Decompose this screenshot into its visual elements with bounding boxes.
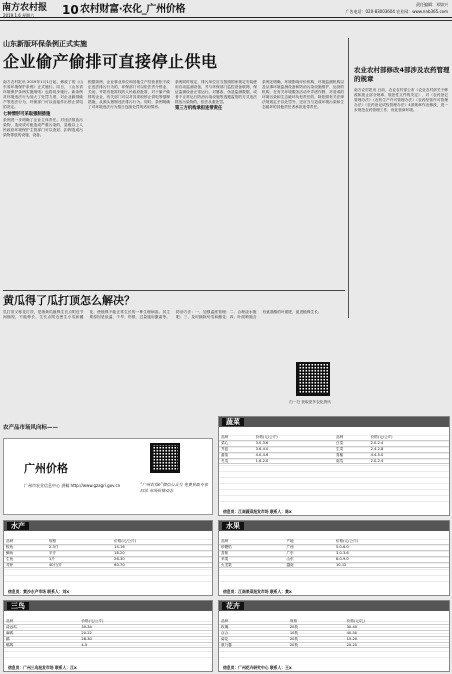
col-header: 品种 (219, 619, 288, 625)
article-headline: 企业偷产偷排可直接停止供电 (3, 52, 218, 71)
panel-title-bar (219, 521, 449, 531)
panel-title: 花卉 (222, 602, 244, 610)
article-subhead: 第三方机构承担连带责任 (175, 106, 223, 112)
price-table (4, 539, 212, 568)
table-row: 玫瑰 20枝 30-40 (219, 625, 449, 631)
table-row: 苹果 山东 8.0-9.0 (219, 556, 449, 562)
article-paragraph: 条例进一步明确了企业主体责任。对违法排放污染物、造成或可能造成严重污染的，县级以上人民政府环境保护主管部门可以查封、扣押造成污染物排放的设施、设备。 (3, 117, 83, 137)
market-tag: 农产品市场风向标—— (3, 425, 59, 431)
section-divider (3, 290, 345, 291)
panel-title-bar (4, 521, 212, 531)
article-paragraph: 根据条例，企业事业单位和其他生产经营者拒不改正违法排污行为的，环保部门可以依法责令停业、关闭，并报有批准权的人民政府批准，对于偷产偷排的企业，有关部门可以对其采取停止供电等强制措施，从源头遏制违法排污行为。同时，条例明确了对环境违法行为按日连续处罚的适用情形。 (88, 80, 170, 110)
sidebar-divider (348, 38, 349, 318)
table-row: 菊花 20枝 15-20 (219, 636, 449, 642)
qr-code-icon (296, 362, 330, 396)
table-row: 番茄 4.0-4.6 青椒 4.4-5.0 (219, 452, 449, 458)
market-title: 广州价格 (24, 462, 68, 475)
col-header: 价格(元/公斤) (369, 435, 449, 441)
panel-title: 三鸟 (7, 602, 29, 610)
article-column-3 (175, 80, 257, 285)
table-row: 香蕉 广东 3.0-3.6 (219, 550, 449, 556)
price-panel-flowers (218, 600, 450, 672)
newspaper-logo: 南方农村报 (2, 3, 48, 13)
story2-headline: 黄瓜得了瓜打顶怎么解决？ (3, 294, 135, 307)
table-row: 百合 10枝 40-50 (219, 630, 449, 636)
panel-source: 信息员：江南果菜批发市场 联系人：黄X (223, 588, 292, 594)
article-column-4 (262, 80, 344, 285)
article-kicker: 山东新版环保条例正式实施 (3, 40, 87, 48)
table-row: 鹅 28-30 (4, 636, 212, 642)
price-table (219, 619, 449, 648)
panel-title-bar (219, 601, 449, 611)
panel-title: 水果 (222, 522, 244, 530)
price-panel-vegetables (218, 416, 450, 516)
col-header: 品种 (4, 619, 79, 625)
qr-code-icon (150, 443, 180, 473)
col-header: 规格 (288, 619, 345, 625)
sidebar-column (354, 88, 448, 408)
article-paragraph: 条例还明确，环境影响评价机构、环境监测机构以及从事环境监测设备和防治污染设施维护、运营的机构，在有关环境服务活动中弄虚作假，对造成的环境污染和生态破坏负有责任的，除依照有关法律法规规定予以处罚外，还应当与造成环境污染和生态破坏的其他责任者承担连带责任。 (262, 80, 344, 110)
qr-caption: 扫一扫 获取更多农化资讯 (289, 400, 331, 404)
col-header: 品种 (219, 435, 254, 441)
market-slogan: “广州农得e”微信公众号 免费获取专家问诊 市场价格动态 (140, 482, 208, 493)
col-header: 价格(元/公斤) (334, 539, 449, 545)
table-row: 芥蓝 3.6-4.0 生菜 2.4-2.8 (219, 446, 449, 452)
price-table (219, 539, 449, 568)
table-row: 菜心 3.0-3.6 白菜 2.0-2.4 (219, 441, 449, 447)
panel-source: 信息员：广州三鸟批发市场 联系人：江X (8, 664, 77, 670)
masthead (0, 0, 452, 18)
panel-source: 信息员：江南蔬菜批发市场 联系人：陈X (223, 508, 292, 514)
col-header: 产地 (284, 539, 334, 545)
col-header: 品种 (4, 539, 47, 545)
col-header: 品种 (219, 539, 284, 545)
col-header: 价格(元/公斤) (112, 539, 212, 545)
article-column-2 (88, 80, 170, 285)
col-header: 规格 (47, 539, 112, 545)
panel-title: 蔬菜 (222, 418, 244, 426)
page-number: 10 (62, 3, 79, 17)
col-header: 价格(元/扎) (345, 619, 449, 625)
price-table (219, 435, 449, 464)
sidebar-headline: 农业农村部修改4部涉及农药管理的规章 (354, 66, 450, 83)
table-row: 鲩鱼 2-3斤 14-16 (4, 545, 212, 551)
price-panel-poultry (3, 600, 213, 672)
table-row: 砂糖桔 广西 5.0-6.0 (219, 545, 449, 551)
panel-title-bar (219, 417, 449, 427)
table-row: 清远鸡 30-34 (4, 625, 212, 631)
story2-paragraph: 瓜打顶又称花打顶，是指黄瓜植株生长点附近节间缩短，不能伸长，生长点附近密生小瓜和雌花，使植株不能正常生长的一种生理病害。其主要原因是低温、干旱、伤根、过量施用激素等。防治方法：一、加强温度管理；二、合理浇水施肥；三、及时摘除幼瓜和雌花；四、叶面喷施含有氨基酸的叶面肥，促进植株生长。 (3, 310, 322, 320)
table-row: 鹌鹑 4-5 (4, 642, 212, 648)
table-row: 对虾 40只/斤 60-70 (4, 562, 212, 568)
panel-title-bar (4, 601, 212, 611)
table-row: 火龙果 越南 10-12 (219, 562, 449, 568)
panel-source: 信息员：广州花卉研究中心 联系人：王X (223, 664, 292, 670)
article-column-1 (3, 80, 83, 285)
col-header: 价格(元/公斤) (254, 435, 334, 441)
article-subhead: 七种情形可采取强制措施 (3, 111, 51, 117)
page-title: 农村财富·农化_广州价格 (80, 4, 186, 15)
col-header: 价格(元/公斤) (79, 619, 212, 625)
table-row: 康乃馨 20枝 20-25 (219, 642, 449, 648)
editor-line: 责任编辑：邓如兴 (416, 2, 448, 7)
col-header: 品种 (334, 435, 369, 441)
table-row: 麻鸭 20-22 (4, 630, 212, 636)
price-panel-aquatic (3, 520, 213, 596)
sidebar-paragraph: 南方农村报讯 日前，农业农村部公布《农业农村部关于修改和废止部分规章、规范性文件的决定》，对《农药登记管理办法》《农药生产许可管理办法》《农药经营许可管理办法》《农药登记试验管理办法》4部规章作出修改，进一步规范农药管理工作，优化营商环境。 (354, 88, 448, 113)
price-table (4, 619, 212, 648)
contact-line: 广告电话：020-83003604 农业网：www.nnb365.com (345, 9, 448, 14)
issue-date: 2019.1.6 星期六 (3, 13, 35, 18)
header-divider (0, 20, 452, 21)
price-panel-fruit (218, 520, 450, 596)
panel-title: 水产 (7, 522, 29, 530)
article-paragraph: 南方农村报讯 2019年1月1日起，修改了的《山东省环境保护条例》正式施行。同日，《山东省环境保护条例实施细则》也将同步施行。新条例对环境违法行为加大了处罚力度，对企业偷排偷产等违法行为，环保部门可以直接作出停止供电的决定。 (3, 80, 83, 110)
panel-source: 信息员：黄沙水产市场 联系人：刘X (8, 588, 70, 594)
table-row: 冬瓜 1.6-2.0 南瓜 2.0-2.4 (219, 458, 449, 464)
article-paragraph: 条例同时规定，排污单位应当按照国家规定安装使用自动监测设备，并与环保部门监控设备联网，保证监测设备正常运行。对篡改、伪造监测数据，或者不正常运行防治污染设施等逃避监管的方式违法排放污染物的，依法从重处罚。 (175, 80, 257, 105)
table-row: 鲫鱼 半斤 18-20 (4, 550, 212, 556)
market-source: 广州市农业信息中心 供稿 http://www.gzagri.gov.cn (24, 483, 121, 488)
table-row: 生鱼 1斤 26-30 (4, 556, 212, 562)
